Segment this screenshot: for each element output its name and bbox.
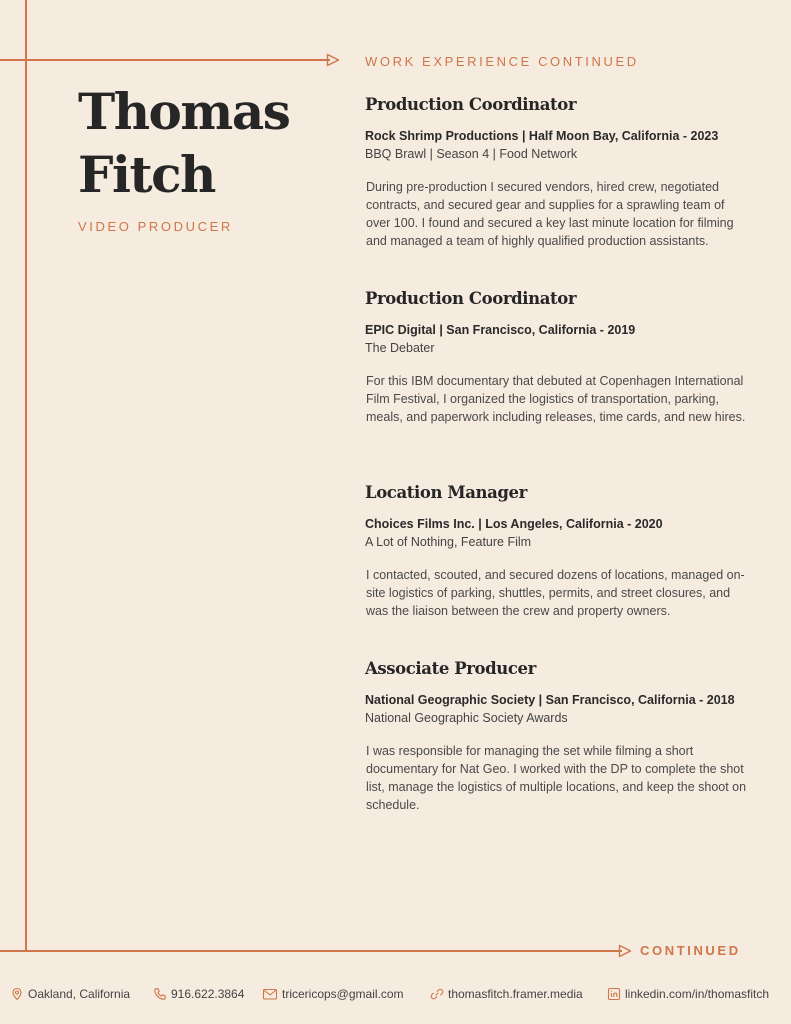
location-text: Oakland, California — [28, 987, 131, 1001]
left-vertical-rule — [25, 0, 27, 951]
mail-icon — [262, 987, 278, 1001]
job-description: I contacted, scouted, and secured dozens of locations, managed on-site logistics of parking, shuttles, permits, and street closures, and was the liaison between the crew and property owners. — [366, 568, 745, 618]
contact-phone[interactable] — [153, 986, 244, 1002]
job-project: A Lot of Nothing, Feature Film — [365, 535, 532, 549]
contact-linkedin[interactable] — [607, 986, 769, 1002]
job-entry — [365, 482, 755, 620]
arrow-right-icon — [618, 944, 632, 958]
bottom-horizontal-rule — [0, 950, 622, 952]
job-title: Production Coordinator — [365, 95, 577, 114]
job-project: The Debater — [365, 341, 435, 355]
contact-email[interactable] — [262, 986, 404, 1002]
section-title: WORK EXPERIENCE CONTINUED — [365, 54, 639, 69]
email-text: tricericops@gmail.com — [282, 987, 404, 1001]
job-title: Associate Producer — [365, 659, 536, 678]
job-company: EPIC Digital | San Francisco, California - 2019 — [365, 323, 636, 337]
arrow-right-icon — [326, 53, 340, 67]
link-icon — [430, 987, 444, 1001]
job-description: For this IBM documentary that debuted at Copenhagen International Film Festival, I organized the logistics of transportation, parking, meals, and paperwork including releases, time cards, and new hires. — [366, 374, 746, 424]
phone-icon — [153, 987, 167, 1001]
job-description: During pre-production I secured vendors, hired crew, negotiated contracts, and secured gear and supplies for a sprawling team of over 100. I found and secured a key last minute location for filming and managed a team of highly qualified production assistants. — [366, 180, 734, 248]
linkedin-text: linkedin.com/in/thomasfitch — [625, 987, 770, 1001]
job-project: National Geographic Society Awards — [365, 711, 568, 725]
linkedin-icon — [607, 987, 621, 1001]
job-description: I was responsible for managing the set while filming a short documentary for Nat Geo. I worked with the DP to complete the shot list, manage the logistics of multiple locations, and keep the shoot on schedule. — [366, 744, 747, 812]
job-title: Location Manager — [365, 483, 527, 502]
candidate-name — [78, 80, 289, 206]
first-name: Thomas — [78, 82, 290, 141]
map-pin-icon — [10, 987, 24, 1001]
job-entry — [365, 94, 755, 250]
contact-location — [10, 986, 130, 1002]
job-company: National Geographic Society | San Francisco, California - 2018 — [365, 693, 735, 707]
last-name: Fitch — [78, 145, 215, 204]
job-entry — [365, 288, 755, 426]
top-horizontal-rule — [0, 59, 330, 61]
job-title: Production Coordinator — [365, 289, 577, 308]
job-company: Choices Films Inc. | Los Angeles, California - 2020 — [365, 517, 663, 531]
phone-text: 916.622.3864 — [171, 987, 245, 1001]
job-entry — [365, 658, 755, 814]
job-company: Rock Shrimp Productions | Half Moon Bay, California - 2023 — [365, 129, 719, 143]
website-text: thomasfitch.framer.media — [448, 987, 583, 1001]
job-project: BBQ Brawl | Season 4 | Food Network — [365, 147, 578, 161]
continued-label: CONTINUED — [640, 943, 741, 958]
job-role: VIDEO PRODUCER — [78, 219, 233, 234]
contact-website[interactable] — [430, 986, 583, 1002]
